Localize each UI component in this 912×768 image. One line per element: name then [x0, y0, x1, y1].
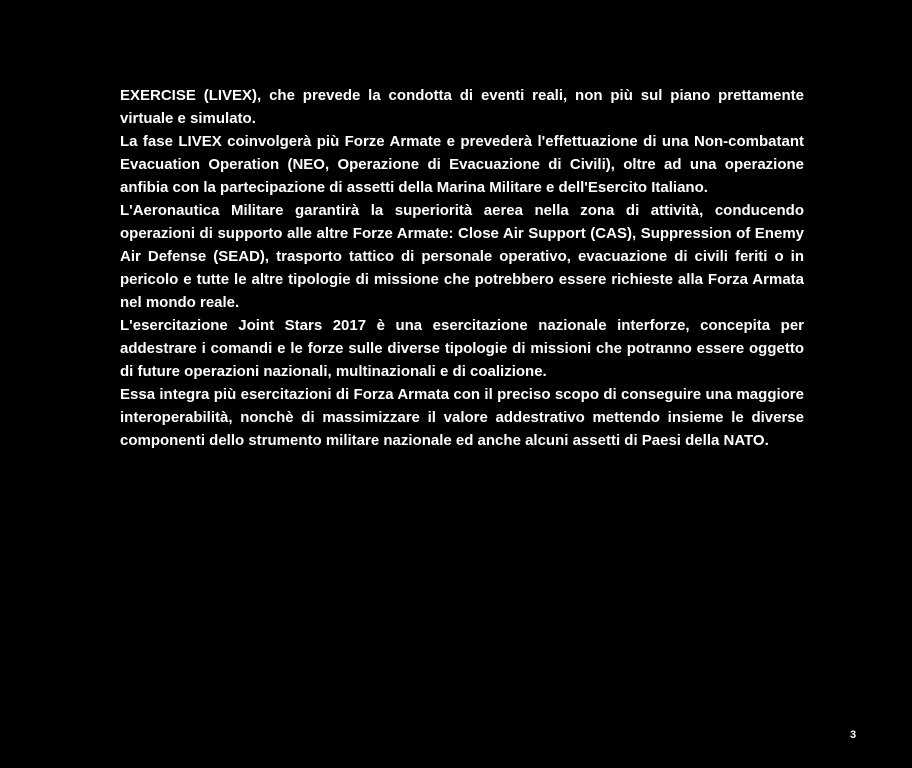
paragraph-joint-stars: L'esercitazione Joint Stars 2017 è una esercitazione nazionale interforze, concepita per addestrare i comandi e le forze sulle diverse tipologie di missioni che potranno essere oggetto di future operazioni nazionali, multinazionali e di coalizione. — [120, 317, 804, 380]
document-body — [120, 84, 804, 452]
paragraph-interoperability: Essa integra più esercitazioni di Forza Armata con il preciso scopo di conseguire una maggiore interoperabilità, nonchè di massimizzare il valore addestrativo mettendo insieme le diverse componenti dello strumento militare nazionale ed anche alcuni assetti di Paesi della NATO. — [120, 386, 804, 449]
paragraph-livex-phase: La fase LIVEX coinvolgerà più Forze Armate e prevederà l'effettuazione di una Non-combatant Evacuation Operation (NEO, Operazione di Evacuazione di Civili), oltre ad una operazione anfibia con la partecipazione di assetti della Marina Militare e dell'Esercito Italiano. — [120, 133, 804, 196]
paragraph-air-force-role: L'Aeronautica Militare garantirà la superiorità aerea nella zona di attività, conducendo operazioni di supporto alle altre Forze Armate: Close Air Support (CAS), Suppression of Enemy Air Defense (SEAD), trasporto tattico di personale operativo, evacuazione di civili feriti o in pericolo e tutte le altre tipologie di missione che potrebbero essere richieste alla Forza Armata nel mondo reale. — [120, 202, 804, 311]
page-number: 3 — [849, 729, 857, 741]
paragraph-livex-intro: EXERCISE (LIVEX), che prevede la condotta di eventi reali, non più sul piano prettamente virtuale e simulato. — [120, 87, 804, 127]
